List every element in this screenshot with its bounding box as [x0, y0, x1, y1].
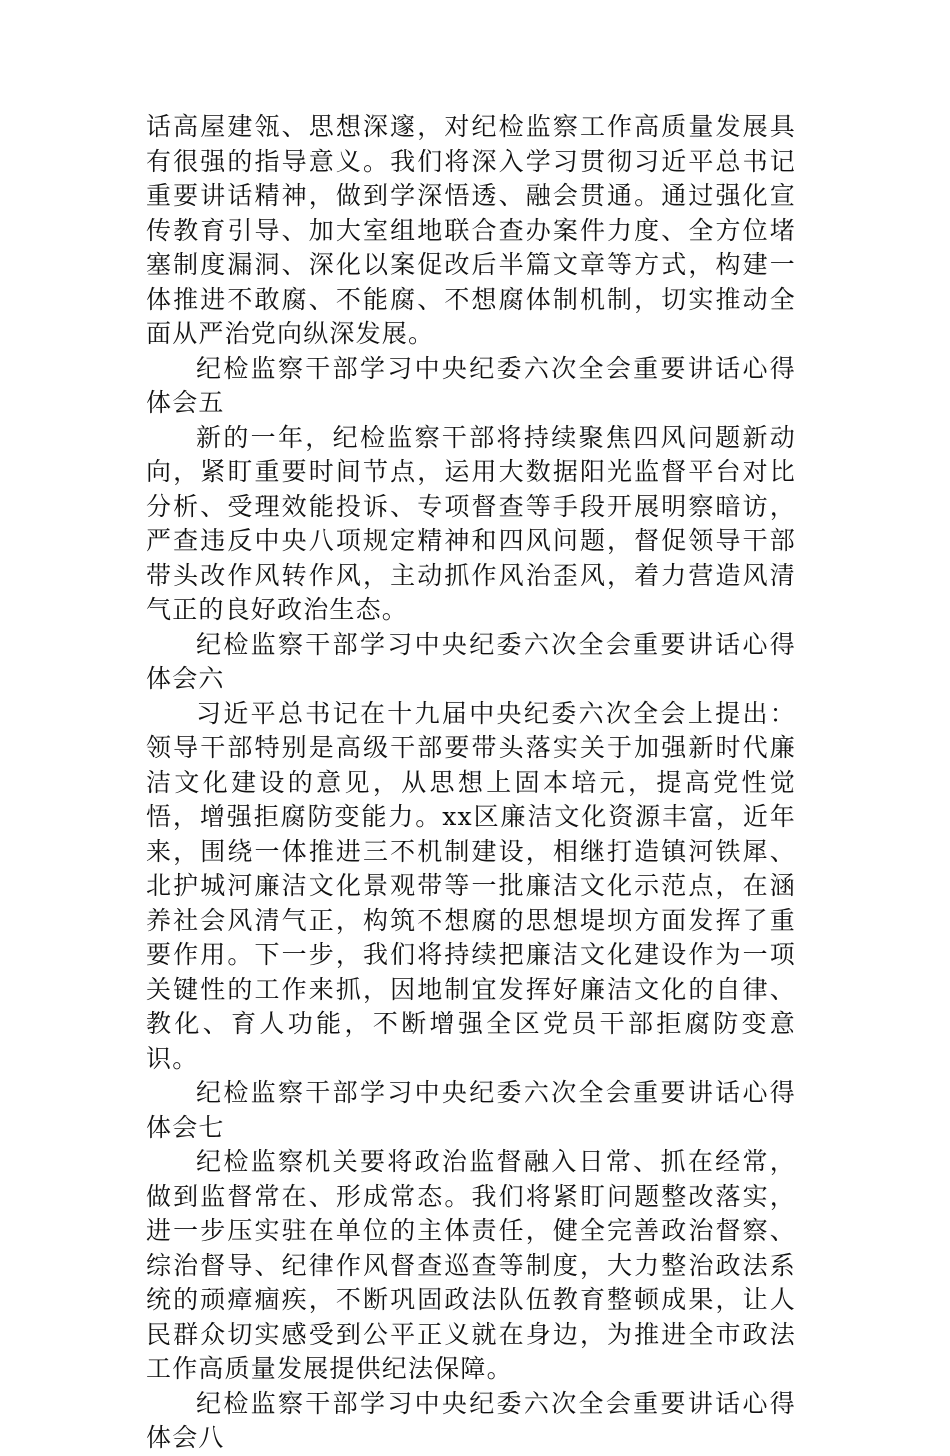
document-body	[146, 110, 796, 1456]
section-heading-7: 纪检监察干部学习中央纪委六次全会重要讲话心得体会七	[146, 1078, 796, 1142]
paragraph-5: 新的一年，纪检监察干部将持续聚焦四风问题新动向，紧盯重要时间节点，运用大数据阳光监督平台对比分析、受理效能投诉、专项督查等手段开展明察暗访，严查违反中央八项规定精神和四风问题，督促领导干部带头改作风转作风，主动抓作风治歪风，着力营造风清气正的良好政治生态。	[146, 422, 796, 624]
paragraph-6: 习近平总书记在十九届中央纪委六次全会上提出：领导干部特别是高级干部要带头落实关于加强新时代廉洁文化建设的意见，从思想上固本培元，提高党性觉悟，增强拒腐防变能力。xx区廉洁文化资源丰富，近年来，围绕一体推进三不机制建设，相继打造镇河铁犀、北护城河廉洁文化景观带等一批廉洁文化示范点，在涵养社会风清气正，构筑不想腐的思想堤坝方面发挥了重要作用。下一步，我们将持续把廉洁文化建设作为一项关键性的工作来抓，因地制宜发挥好廉洁文化的自律、教化、育人功能，不断增强全区党员干部拒腐防变意识。	[146, 698, 796, 1073]
section-heading-6: 纪检监察干部学习中央纪委六次全会重要讲话心得体会六	[146, 629, 796, 693]
paragraph-7: 纪检监察机关要将政治监督融入日常、抓在经常，做到监督常在、形成常态。我们将紧盯问题整改落实，进一步压实驻在单位的主体责任，健全完善政治督察、综治督导、纪律作风督查巡查等制度，大力整治政法系统的顽瘴痼疾，不断巩固政法队伍教育整顿成果，让人民群众切实感受到公平正义就在身边，为推进全市政法工作高质量发展提供纪法保障。	[146, 1147, 796, 1383]
paragraph-continued: 话高屋建瓴、思想深邃，对纪检监察工作高质量发展具有很强的指导意义。我们将深入学习贯彻习近平总书记重要讲话精神，做到学深悟透、融会贯通。通过强化宣传教育引导、加大室组地联合查办案件力度、全方位堵塞制度漏洞、深化以案促改后半篇文章等方式，构建一体推进不敢腐、不能腐、不想腐体制机制，切实推动全面从严治党向纵深发展。	[146, 112, 796, 348]
section-heading-5: 纪检监察干部学习中央纪委六次全会重要讲话心得体会五	[146, 353, 796, 417]
section-heading-8: 纪检监察干部学习中央纪委六次全会重要讲话心得体会八	[146, 1388, 796, 1452]
